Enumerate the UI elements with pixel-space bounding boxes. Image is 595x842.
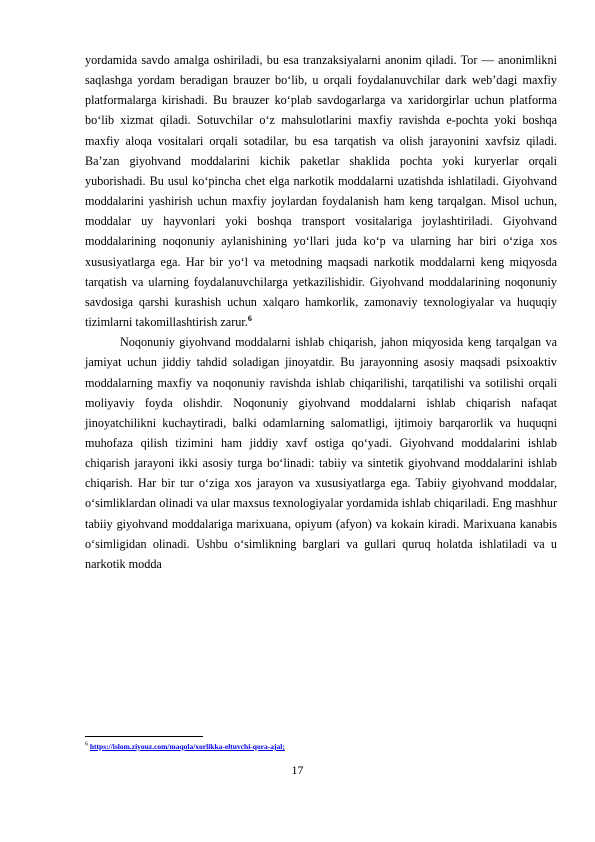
paragraph-1-text: yordamida savdo amalga oshiriladi, bu esa tranzaksiyalarni anonim qiladi. Tor — anonimlikni saqlashga yordam beradigan brauzer bo‘lib, u orqali foydalanuvchilar dark web’dagi maxfiy platformalarga kirishadi. Bu brauzer ko‘plab savdogarlarga va xaridorgirlar uchun platforma bo‘lib xizmat qiladi. Sotuvchilar o‘z mahsulotlarini maxfiy ravishda e-pochta yoki boshqa maxfiy aloqa vositalari orqali sotadilar, bu esa tarqatish va olish jarayonini xavfsiz qiladi. Ba’zan giyohvand moddalarini kichik paketlar shaklida pochta yoki kuryerlar orqali yuborishadi. Bu usul ko‘pincha chet elga narkotik moddalarni uzatishda ishlatiladi. Giyohvand moddalarini yashirish uchun maxfiy joylardan foydalanish ham keng tarqalgan. Misol uchun, moddalar uy hayvonlari yoki boshqa transport vositalariga joylashtiriladi. Giyohvand moddalarining noqonuniy aylanishining yo‘llari juda ko‘p va ularning har biri o‘ziga xos xususiyatlarga ega. Har bir yo‘l va metodning maqsadi narkotik moddalarni keng miqyosda tarqatish va ularning foydalanuvchilarga yetkazilishidir. Giyohvand moddalarining noqonuniy savdosiga qarshi kurashish uchun xalqaro hamkorlik, zamonaviy texnologiyalar va huquqiy tizimlarni takomillashtirish zarur. bbox=[85, 53, 557, 330]
page-body bbox=[85, 50, 557, 574]
footnote-divider bbox=[85, 736, 203, 737]
footnote-link[interactable]: https://islom.ziyouz.com/maqola/xorlikka-eltuvchi-qora-ajal; bbox=[89, 742, 285, 751]
paragraph-1 bbox=[85, 50, 557, 332]
footnote-reference[interactable]: 6 bbox=[247, 313, 252, 323]
page-number: 17 bbox=[291, 763, 304, 777]
paragraph-2: Noqonuniy giyohvand moddalarni ishlab chiqarish, jahon miqyosida keng tarqalgan va jamiyat uchun jiddiy tahdid soladigan jinoyatdir. Bu jarayonning asosiy maqsadi psixoaktiv moddalarning maxfiy va noqonuniy ravishda ishlab chiqarilishi, tarqatilishi va sotilishi orqali moliyaviy foyda olishdir. Noqonuniy giyohvand moddalarni ishlab chiqarish nafaqat jinoyatchilikni kuchaytiradi, balki odamlarning salomatligi, ijtimoiy barqarorlik va huquqni muhofaza qilish tizimini ham jiddiy xavf ostiga qo‘yadi. Giyohvand moddalarini ishlab chiqarish jarayoni ikki asosiy turga bo‘linadi: tabiiy va sintetik giyohvand moddalarini ishlab chiqarish. Har bir tur o‘ziga xos jarayon va xususiyatlarga ega. Tabiiy giyohvand moddalar, o‘simliklardan olinadi va ular maxsus texnologiyalar yordamida ishlab chiqariladi. Eng mashhur tabiiy giyohvand moddalariga marixuana, opiyum (afyon) va kokain kiradi. Marixuana kanabis o‘simligidan olinadi. Ushbu o‘simlikning barglari va gullari quruq holatda ishlatiladi va u narkotik modda bbox=[85, 335, 557, 571]
footnote-number: 6 bbox=[85, 741, 88, 748]
footnote bbox=[85, 742, 557, 752]
